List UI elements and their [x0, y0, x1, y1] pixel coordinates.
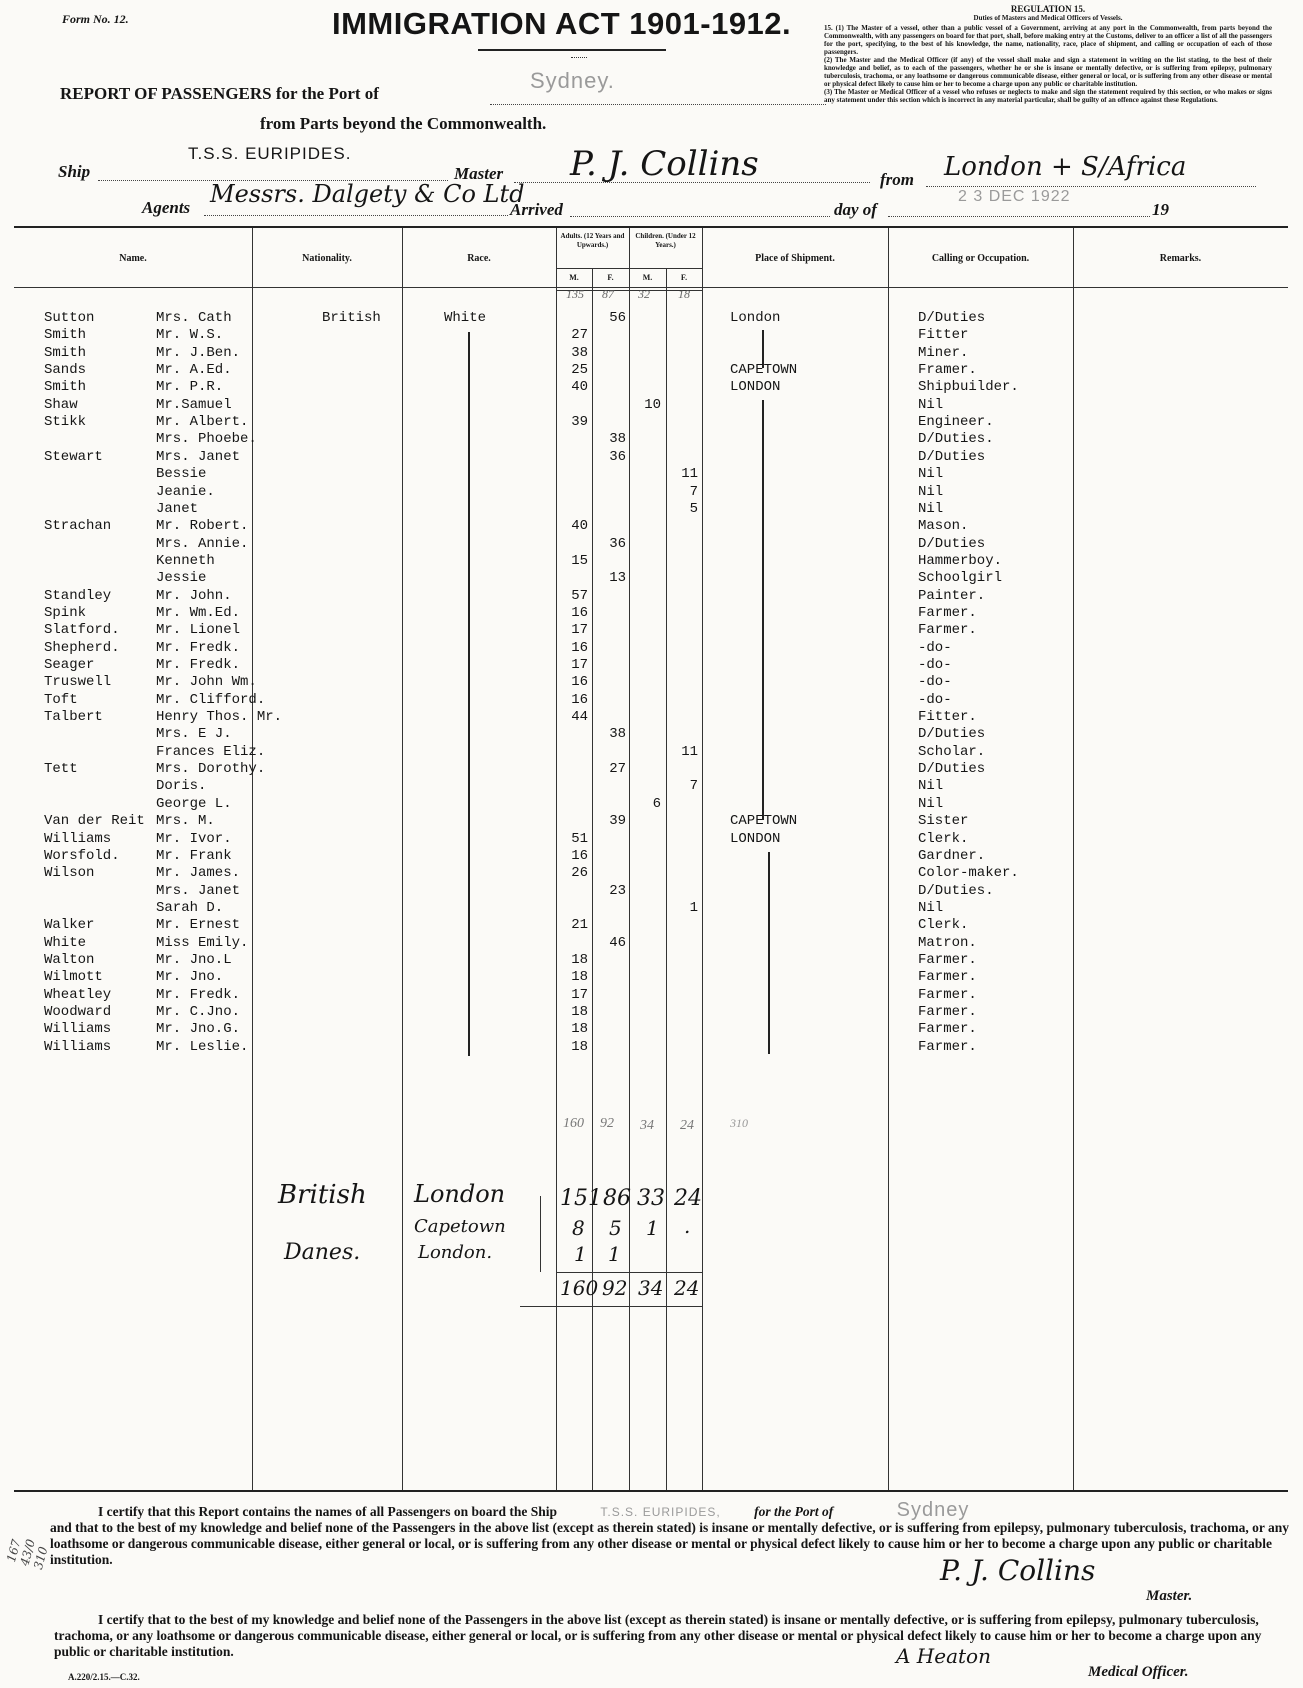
passenger-calling: Farmer. [918, 1004, 977, 1020]
passenger-calling: Farmer. [918, 951, 977, 968]
passenger-place-of-shipment: LONDON [730, 379, 781, 396]
pencil-total-all: 310 [730, 1116, 748, 1130]
passenger-place-of-shipment: LONDON [730, 830, 781, 847]
passenger-given-name: Mrs. Janet [156, 448, 241, 465]
passenger-adult-male: 21 [571, 917, 588, 934]
summary-cf-2: . [684, 1214, 691, 1238]
passenger-adult-male: 16 [571, 691, 588, 708]
passenger-given-name: Mr. A.Ed. [156, 362, 232, 379]
passenger-surname: Tett [44, 761, 78, 778]
certificate-top-rule [14, 1490, 1288, 1492]
passenger-calling: Farmer. [918, 969, 977, 986]
summary-total-rule [556, 1272, 702, 1273]
passenger-calling: Fitter [918, 327, 969, 344]
port-line [490, 104, 826, 105]
passenger-given-name: Mr. Leslie. [156, 1038, 249, 1055]
passenger-surname: Toft [44, 691, 78, 708]
passenger-calling: Painter. [918, 587, 986, 604]
passenger-surname: Wilson [44, 865, 95, 882]
passenger-place-of-shipment: London [730, 310, 781, 326]
passenger-surname: Walker [44, 917, 95, 934]
passenger-given-name: Mr. Jno.G. [156, 1021, 241, 1038]
passenger-adult-male: 16 [571, 847, 588, 864]
passenger-surname: Truswell [44, 674, 112, 691]
col-header-child-m: M. [642, 273, 653, 282]
ship-label: Ship [58, 162, 91, 181]
table-top-rule [14, 226, 1288, 228]
certificate-port-label: for the Port of [754, 1504, 834, 1519]
passenger-adult-female: 38 [609, 726, 626, 743]
passenger-surname: Wheatley [44, 986, 112, 1003]
passenger-surname: Wilmott [44, 969, 103, 986]
master-signature: P. J. Collins [940, 1554, 1096, 1587]
passenger-given-name: Miss Emily. [156, 934, 249, 951]
summary-cm-2: 1 [646, 1216, 659, 1240]
col-header-calling: Calling or Occupation. [931, 253, 1030, 264]
summary-am-3: 1 [574, 1242, 587, 1266]
passenger-surname: Stewart [44, 448, 103, 465]
passenger-adult-male: 16 [571, 604, 588, 621]
col-header-remarks: Remarks. [1159, 253, 1202, 264]
passenger-adult-male: 17 [571, 986, 588, 1003]
passenger-adult-male: 40 [571, 379, 588, 396]
col-header-adults: Adults. (12 Years and Upwards.) [560, 232, 625, 249]
passenger-given-name: Mrs. Phoebe. [156, 431, 257, 448]
col-divider-children [702, 228, 703, 1490]
passenger-calling: Miner. [918, 344, 969, 361]
passenger-calling: Nil [918, 795, 944, 812]
col-header-shipment: Place of Shipment. [755, 253, 835, 264]
medical-signature: A Heaton [896, 1644, 991, 1668]
passenger-calling: Farmer. [918, 986, 977, 1003]
passenger-given-name: Mr. Fredk. [156, 639, 241, 656]
passenger-given-name: Mr. Fredk. [156, 657, 241, 673]
col-header-race: Race. [467, 253, 491, 264]
regulation-para-2: (2) The Master and the Medical Officer (if any) of the vessel shall make and sign a statement in writing on the list stating, to the best of their knowledge and belief, as to each of the passengers, whether he or she is insane or mentally defective, or is suffering from epilepsy, pulmonary tuberculosis, trachoma, or any loathsome or dangerous communicable disease, either general or local, or is suffering from any other disease or mental or physical defect likely to cause him or her to become a charge upon any public or charitable institution. [824, 56, 1272, 88]
passenger-child-female: 7 [689, 778, 698, 795]
col-divider-calling [1073, 228, 1074, 1490]
passenger-adult-male: 16 [571, 639, 588, 656]
passenger-adult-male: 51 [571, 830, 588, 847]
passenger-given-name: Mrs. Cath [156, 310, 232, 326]
passenger-adult-male: 15 [571, 552, 588, 569]
col-header-adult-f: F. [607, 273, 614, 282]
passenger-surname: Walton [44, 951, 95, 968]
passenger-place-of-shipment: CAPETOWN [730, 362, 798, 379]
passenger-given-name: Jeanie. [156, 483, 215, 500]
passenger-calling: Nil [918, 466, 944, 483]
col-header-child-f: F. [680, 273, 688, 282]
passenger-given-name: Mrs. Dorothy. [156, 761, 266, 778]
passenger-calling: D/Duties [918, 726, 986, 743]
passenger-given-name: Mr. W.S. [156, 327, 224, 344]
passenger-given-name: Mr. Clifford. [156, 691, 266, 708]
certificate-port-stamp: Sydney [896, 1499, 970, 1521]
passenger-adult-female: 38 [609, 431, 626, 448]
passenger-race: White [444, 310, 487, 326]
certificate-ship-stamp: T.S.S. EURIPIDES, [600, 1505, 721, 1519]
summary-cm-1: 33 [637, 1186, 665, 1211]
summary-double-rule [520, 1306, 702, 1307]
passenger-calling: Farmer. [918, 622, 977, 639]
passenger-calling: Scholar. [918, 743, 986, 760]
passenger-surname: Sands [44, 362, 87, 379]
passenger-adult-male: 17 [571, 622, 588, 639]
passenger-given-name: Mrs. M. [156, 813, 215, 830]
summary-nat-3: Danes. [284, 1240, 361, 1265]
col-header-nationality: Nationality. [302, 253, 352, 264]
passenger-given-name: Kenneth [156, 552, 215, 569]
pencil-total-cm: 34 [640, 1118, 654, 1133]
passenger-surname: Slatford. [44, 622, 120, 639]
passenger-calling: D/Duties [918, 535, 986, 552]
passenger-calling: Gardner. [918, 847, 986, 864]
passenger-given-name: Frances Eliz. [156, 743, 266, 760]
passenger-calling: Hammerboy. [918, 552, 1003, 569]
col-header-name: Name. [119, 253, 147, 264]
passenger-calling: Farmer. [918, 1038, 977, 1055]
passenger-adult-male: 18 [571, 1038, 588, 1055]
pencil-total-am: 160 [563, 1116, 584, 1131]
passenger-calling: D/Duties [918, 310, 986, 326]
summary-bracket [540, 1196, 541, 1272]
passenger-given-name: Mr. John. [156, 587, 232, 604]
passenger-calling: Clerk. [918, 917, 969, 934]
passenger-calling: Shipbuilder. [918, 379, 1019, 396]
summary-nat-1: British [278, 1180, 367, 1210]
passenger-calling: Color-maker. [918, 865, 1019, 882]
form-title: IMMIGRATION ACT 1901-1912. [332, 6, 792, 41]
passenger-adult-female: 27 [609, 761, 626, 778]
col-header-adult-m: M. [569, 273, 579, 282]
passenger-adult-female: 23 [609, 882, 626, 899]
summary-place-1: London [414, 1180, 506, 1208]
passenger-surname: Williams [44, 1038, 112, 1055]
printer-code: A.220/2.15.—C.32. [68, 1672, 140, 1682]
form-number: Form No. 12. [62, 12, 129, 26]
summary-place-3: London. [418, 1242, 493, 1263]
passenger-adult-male: 18 [571, 969, 588, 986]
passenger-given-name: Mr. J.Ben. [156, 344, 241, 361]
passenger-surname: Van der Reit [44, 813, 145, 830]
passenger-adult-male: 18 [571, 1004, 588, 1020]
passenger-surname: Standley [44, 587, 112, 604]
passenger-calling: Engineer. [918, 414, 994, 431]
ditto-shipment-3 [768, 852, 770, 1054]
passenger-adult-female: 36 [609, 448, 626, 465]
passenger-given-name: Mr. Jno.L [156, 951, 232, 968]
passenger-adult-male: 18 [571, 951, 588, 968]
summary-total-cm: 34 [638, 1276, 664, 1300]
passenger-calling: Matron. [918, 934, 977, 951]
passenger-child-female: 7 [689, 483, 698, 500]
day-line [888, 216, 1150, 217]
passenger-calling: -do- [918, 639, 952, 656]
passenger-given-name: Jessie [156, 570, 207, 587]
passenger-calling: Nil [918, 899, 944, 916]
from-value: London + S/Africa [944, 152, 1187, 182]
passenger-adult-female: 46 [609, 934, 626, 951]
passenger-given-name: Mr. John Wm. [156, 674, 257, 691]
passenger-place-of-shipment: CAPETOWN [730, 813, 798, 830]
passenger-adult-male: 26 [571, 865, 588, 882]
passenger-calling: Nil [918, 396, 944, 413]
passenger-calling: -do- [918, 674, 952, 691]
passenger-given-name: Sarah D. [156, 899, 224, 916]
report-label: REPORT OF PASSENGERS for the Port of [60, 84, 379, 103]
regulation-heading: REGULATION 15. [1010, 4, 1086, 14]
medical-certificate: I certify that to the best of my knowledge and belief none of the Passengers in the above list (except as therein stated) is insane or mentally defective, or is suffering from epilepsy, pulmonary tuberculosis, trachoma, or any loathsome or dangerous communicable disease, either general or local, or is suffering from any other disease or mental or physical defect likely to cause him or her to become a charge upon any public or charitable institution. [54, 1612, 1262, 1659]
regulation-para-1: 15. (1) The Master of a vessel, other than a public vessel of a Government, arriving at any port in the Commonwealth, from parts beyond the Commonwealth, with any passengers on board for that port, shall, before making entry at the Customs, deliver to an officer a list of all the passengers for the port, specifying, to the best of his knowledge, the name, nationality, race, place of shipment, and calling or occupation of each of those passengers. [824, 24, 1272, 56]
passenger-calling: D/Duties [918, 448, 986, 465]
from-label: from [880, 170, 914, 189]
pencil-total-af: 92 [600, 1116, 614, 1131]
passenger-calling: D/Duties. [918, 882, 994, 899]
year-prefix: 19 [1152, 200, 1169, 219]
date-stamp: 2 3 DEC 1922 [958, 188, 1071, 205]
agents-label: Agents [142, 198, 191, 217]
passenger-nationality: British [322, 310, 381, 326]
passenger-given-name: Bessie [156, 466, 207, 483]
ship-name: T.S.S. EURIPIDES. [188, 144, 352, 163]
summary-af-1: 86 [603, 1186, 631, 1211]
ditto-nationality [468, 332, 470, 1056]
passenger-given-name: Mr. Fredk. [156, 986, 241, 1003]
passenger-given-name: George L. [156, 795, 232, 812]
passenger-given-name: Mr. Ivor. [156, 830, 232, 847]
passenger-surname: Smith [44, 344, 87, 361]
passenger-calling: Farmer. [918, 604, 977, 621]
passenger-given-name: Mr. Lionel [156, 622, 241, 639]
passenger-given-name: Mr. James. [156, 865, 241, 882]
passenger-surname: Talbert [44, 709, 103, 726]
col-divider-name [252, 228, 253, 1490]
passenger-adult-male: 44 [571, 709, 588, 726]
master-cert-intro: I certify that this Report contains the names of all Passengers on board the Ship [98, 1504, 557, 1519]
passenger-calling: Farmer. [918, 1021, 977, 1038]
regulation-subheading: Duties of Masters and Medical Officers of Vessels. [973, 14, 1123, 22]
carried-total-af: 87 [602, 287, 614, 301]
passenger-calling: -do- [918, 657, 952, 673]
passenger-calling: Schoolgirl [918, 570, 1003, 587]
master-signature-header: P. J. Collins [570, 144, 759, 184]
arrived-line [570, 216, 830, 217]
master-signature-label: Master. [1146, 1588, 1193, 1604]
passenger-surname: Smith [44, 379, 87, 396]
day-label: day of [834, 200, 877, 219]
carried-total-cm: 32 [638, 287, 650, 301]
medical-signature-label: Medical Officer. [1088, 1664, 1189, 1680]
passenger-adult-male: 39 [571, 414, 588, 431]
passenger-surname: Williams [44, 830, 112, 847]
passenger-surname: Williams [44, 1021, 112, 1038]
passenger-calling: Nil [918, 500, 944, 517]
col-divider-adults [629, 228, 630, 1490]
passenger-calling: Fitter. [918, 709, 977, 726]
passenger-surname: Seager [44, 657, 95, 673]
passenger-adult-male: 18 [571, 1021, 588, 1038]
passenger-surname: Spink [44, 604, 87, 621]
passenger-adult-male: 25 [571, 362, 588, 379]
passenger-calling: Sister [918, 813, 969, 830]
passenger-child-male: 10 [644, 396, 661, 413]
agents-line [204, 215, 508, 216]
passenger-child-female: 11 [681, 466, 698, 483]
passenger-adult-male: 17 [571, 657, 588, 673]
summary-af-3: 1 [608, 1242, 621, 1266]
arrived-label: Arrived [510, 200, 563, 219]
master-certificate [50, 1499, 1290, 1568]
passenger-adult-female: 36 [609, 535, 626, 552]
passenger-given-name: Mr. Jno. [156, 969, 224, 986]
pencil-total-cf: 24 [680, 1118, 694, 1133]
summary-am-2: 8 [572, 1216, 585, 1240]
passenger-adult-male: 57 [571, 587, 588, 604]
passenger-surname: Woodward [44, 1004, 112, 1020]
passenger-given-name: Mr.Samuel [156, 396, 232, 413]
passenger-surname: Worsfold. [44, 847, 120, 864]
passenger-child-male: 6 [652, 795, 661, 812]
passenger-given-name: Henry Thos. Mr. [156, 709, 283, 726]
passenger-adult-female: 39 [609, 813, 626, 830]
passenger-given-name: Mr. Robert. [156, 518, 249, 535]
passenger-surname: Smith [44, 327, 87, 344]
passenger-given-name: Mrs. Annie. [156, 535, 249, 552]
summary-place-2: Capetown [414, 1216, 506, 1237]
regulation-para-3: (3) The Master or Medical Officer of a vessel who refuses or neglects to make and sign the statement required by this section, or who makes or signs any statement under this section which is incorrect in any material particular, shall be guilty of an offence against these Regulations. [824, 88, 1272, 104]
passenger-given-name: Mrs. Janet [156, 882, 241, 899]
passenger-adult-male: 27 [571, 327, 588, 344]
passenger-surname: Stikk [44, 414, 87, 431]
title-underline [478, 49, 666, 51]
passenger-calling: Mason. [918, 518, 969, 535]
passenger-adult-male: 16 [571, 674, 588, 691]
passenger-child-female: 5 [689, 500, 698, 517]
passenger-calling: -do- [918, 691, 952, 708]
regulation-box [824, 4, 1272, 104]
passenger-surname: Shepherd. [44, 639, 120, 656]
passenger-given-name: Mr. P.R. [156, 379, 224, 396]
col-divider-shipment [888, 228, 889, 1490]
passenger-child-female: 1 [689, 899, 698, 916]
passenger-calling: Clerk. [918, 830, 969, 847]
passenger-calling: Nil [918, 483, 944, 500]
summary-total-af: 92 [602, 1276, 628, 1300]
summary-total-cf: 24 [674, 1276, 700, 1300]
passenger-calling: Nil [918, 778, 944, 795]
from-parts-label: from Parts beyond the Commonwealth. [260, 114, 547, 133]
passenger-surname: White [44, 934, 87, 951]
passenger-given-name: Mr. Frank [156, 847, 232, 864]
passenger-child-female: 11 [681, 743, 698, 760]
ditto-shipment-2 [762, 400, 764, 820]
passenger-surname: Strachan [44, 518, 112, 535]
summary-af-2: 5 [609, 1216, 622, 1240]
carried-total-am: 135 [566, 287, 584, 301]
port-stamp: Sydney. [530, 68, 615, 93]
passenger-calling: Framer. [918, 362, 977, 379]
summary-cf-1: 24 [674, 1186, 702, 1211]
passenger-given-name: Mr. Albert. [156, 414, 249, 431]
passenger-adult-female: 56 [609, 310, 626, 326]
col-header-children: Children. (Under 12 Years.) [635, 232, 696, 249]
header-bottom-rule [14, 287, 1288, 288]
passenger-given-name: Mr. Wm.Ed. [156, 604, 241, 621]
agents-value: Messrs. Dalgety & Co Ltd [210, 180, 525, 208]
carried-total-cf: 18 [678, 287, 690, 301]
passenger-given-name: Doris. [156, 778, 207, 795]
title-underline-dots [571, 57, 587, 58]
margin-pencil-note: 167 43/0 310 [4, 1537, 51, 1571]
summary-am-1: 151 [560, 1186, 602, 1211]
from-line [926, 186, 1256, 187]
passenger-given-name: Janet [156, 500, 199, 517]
passenger-given-name: Mrs. E J. [156, 726, 232, 743]
passenger-calling: D/Duties. [918, 431, 994, 448]
passenger-given-name: Mr. C.Jno. [156, 1004, 241, 1020]
passenger-surname: Sutton [44, 310, 95, 326]
passenger-surname: Shaw [44, 396, 78, 413]
passenger-adult-male: 38 [571, 344, 588, 361]
master-cert-body: and that to the best of my knowledge and belief none of the Passengers in the above list (except as therein stated) is insane or mentally defective, or is suffering from epilepsy, pulmonary tuberculosis, trachoma, or any loathsome or dangerous communicable disease, either general or local, or is suffering from any other disease or mental or physical defect likely to cause him or her to become a charge upon any public or charitable institution. [50, 1520, 1289, 1567]
passenger-adult-female: 13 [609, 570, 626, 587]
summary-total-am: 160 [560, 1276, 599, 1300]
passenger-given-name: Mr. Ernest [156, 917, 241, 934]
master-label: Master [454, 164, 504, 183]
passenger-adult-male: 40 [571, 518, 588, 535]
passenger-calling: D/Duties [918, 761, 986, 778]
col-divider-nationality [402, 228, 403, 1490]
